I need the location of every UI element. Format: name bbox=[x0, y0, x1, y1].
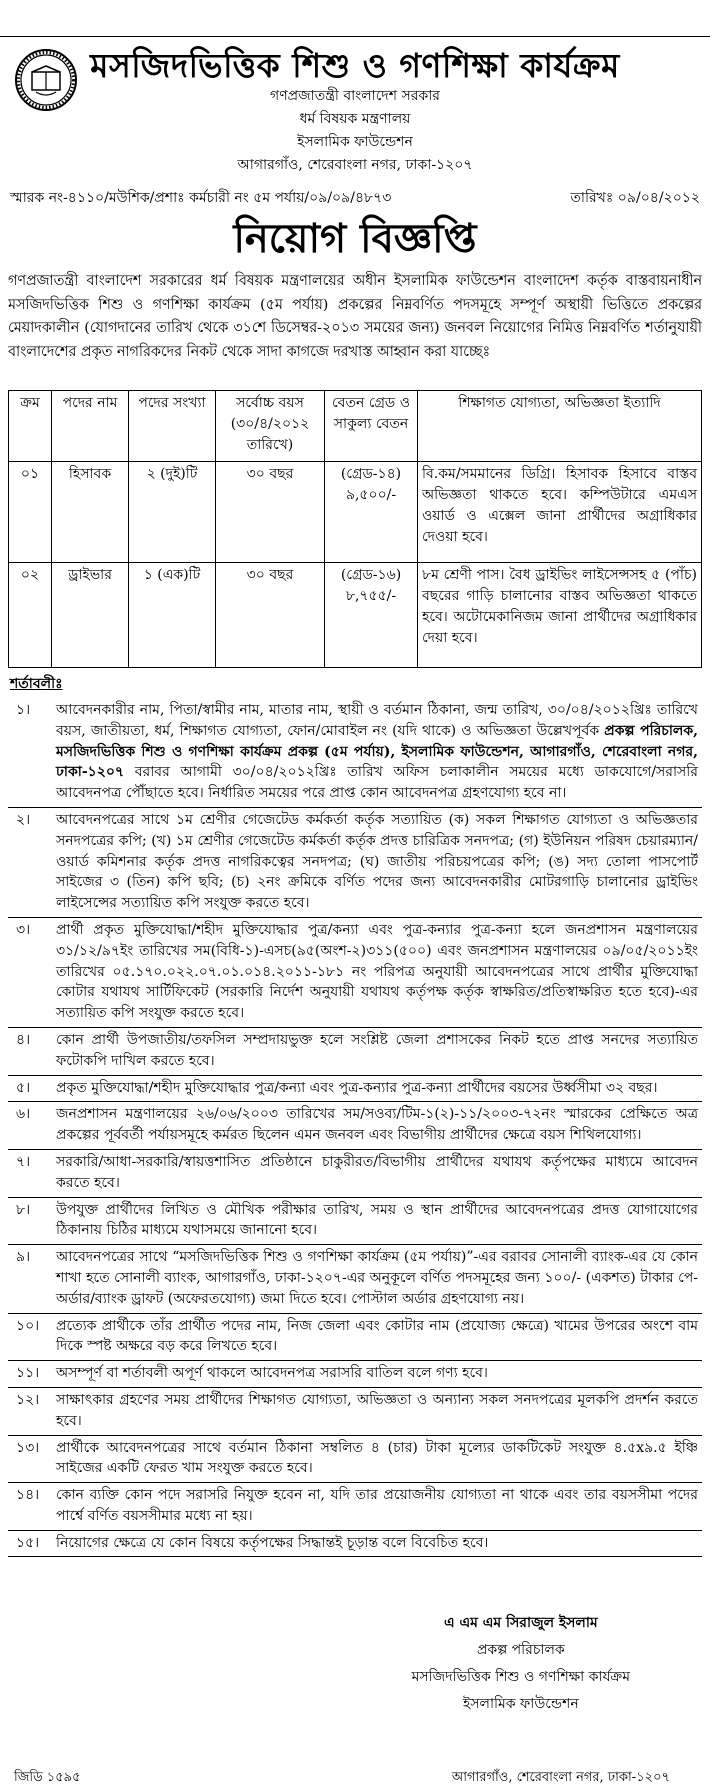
intro-paragraph: গণপ্রজাতন্ত্রী বাংলাদেশ সরকারের ধর্ম বিষয়ক মন্ত্রণালয়ের অধীন ইসলামিক ফাউন্ডেশন বাংলাদেশ কর্তৃক বাস্তবায়নাধীন মসজিদভিত্তিক শিশু ও গণশিক্ষা কার্যক্রম (৫ম পর্যায়) প্রকল্পের নিম্নবর্ণিত পদসমূহে সম্পূর্ণ অস্থায়ী ভিত্তিতে প্রকল্পের মেয়াদকালীন (যোগদানের তারিখ থেকে ৩১শে ডিসেম্বর-২০১৩ সময়ের জন্য) জনবল নিয়োগের নিমিত্ত নিম্নবর্ণিত শর্তানুযায়ী বাংলাদেশের প্রকৃত নাগরিকদের নিকট থেকে সাদা কাগজে দরখাস্ত আহ্বান করা যাচ্ছেঃ bbox=[8, 273, 702, 360]
condition-number: ১০। bbox=[16, 1317, 40, 1334]
program-title: মসজিদভিত্তিক শিশু ও গণশিক্ষা কার্যক্রম bbox=[90, 46, 620, 85]
condition-number: ১। bbox=[16, 702, 31, 718]
condition-item bbox=[8, 1388, 702, 1436]
table-row bbox=[9, 563, 702, 668]
gd-number: জিডি ১৫৯৫ bbox=[14, 1770, 81, 1785]
condition-number: ৫। bbox=[16, 1079, 31, 1096]
condition-text-part: জনপ্রশাসন মন্ত্রণালয়ের ২৬/০৬/২০০৩ তারিখের সম/সওব্য/টিম-১(২)-১১/২০০৩-৭২নং স্মারকের প্রেক্ষিতে অত্র প্রকল্পের পূর্ববর্তী পর্যায়সমূহে কর্মরত ছিলেন এমন জনবল এবং বিভাগীয় প্রার্থীদের ক্ষেত্রে বয়স শিথিলযোগ্য। bbox=[56, 1106, 698, 1144]
condition-number: ১২। bbox=[16, 1391, 40, 1408]
condition-number: ১৫। bbox=[16, 1534, 40, 1551]
condition-text bbox=[56, 1438, 702, 1480]
col-qualification: শিক্ষাগত যোগ্যতা, অভিজ্ঞতা ইত্যাদি bbox=[418, 391, 702, 462]
condition-text bbox=[56, 700, 702, 804]
condition-text bbox=[56, 1533, 702, 1554]
condition-item bbox=[8, 1102, 702, 1150]
row-count: ১ (এক)টি bbox=[129, 563, 216, 668]
condition-text bbox=[56, 810, 702, 914]
top-divider bbox=[0, 36, 710, 37]
row-qualification: বি.কম/সমমানের ডিগ্রি। হিসাবক হিসাবে বাস্তব অভিজ্ঞতা থাকতে হবে। কম্পিউটারে এমএস ওয়ার্ড ও এক্সেল জানা প্রার্থীদের অগ্রাধিকার দেওয়া হবে। bbox=[418, 462, 702, 563]
vacancy-table bbox=[8, 390, 702, 668]
condition-text bbox=[56, 1030, 702, 1072]
notice-date: তারিখঃ ০৯/০৪/২০১২ bbox=[570, 190, 700, 206]
condition-number: ৯। bbox=[16, 1249, 31, 1266]
condition-number: ৮। bbox=[16, 1201, 31, 1218]
condition-text-part: নিয়োগের ক্ষেত্রে যে কোন বিষয়ে কর্তৃপক্ষের সিদ্ধান্তই চূড়ান্ত বলে বিবেচিত হবে। bbox=[56, 1534, 489, 1551]
condition-item bbox=[8, 1361, 702, 1388]
conditions-list bbox=[8, 698, 702, 1557]
col-serial: ক্রম bbox=[9, 391, 52, 462]
memo-number: স্মারক নং-৪১১০/মউশিক/প্রশাঃ কর্মচারী নং ৫ম পর্যায়/০৯/০৯/৪৮৭৩ bbox=[10, 190, 392, 206]
table-row bbox=[9, 462, 702, 563]
address-line: আগারগাঁও, শেরেবাংলা নগর, ঢাকা-১২০৭ bbox=[237, 157, 473, 173]
condition-text bbox=[56, 1152, 702, 1194]
condition-text-part: কোন প্রার্থী উপজাতীয়/তফসিল সম্প্রদায়ভুক্ত হলে সংশ্লিষ্ট জেলা প্রশাসকের নিকট হতে প্রাপ্ত সনদের সত্যায়িত ফটোকপি দাখিল করতে হবে। bbox=[56, 1031, 698, 1069]
condition-item bbox=[8, 1076, 702, 1103]
row-serial: ০১ bbox=[9, 462, 52, 563]
notice-header bbox=[0, 0, 710, 205]
condition-item bbox=[8, 1483, 702, 1531]
signature-block bbox=[412, 1610, 630, 1718]
condition-text bbox=[56, 1390, 702, 1432]
ministry-line: ধর্ম বিষয়ক মন্ত্রণালয় bbox=[299, 111, 411, 127]
condition-number: ১১। bbox=[16, 1365, 40, 1382]
row-age: ৩০ বছর bbox=[216, 462, 325, 563]
condition-item bbox=[8, 1245, 702, 1313]
signatory-org: ইসলামিক ফাউন্ডেশন bbox=[462, 1696, 579, 1712]
row-count: ২ (দুই)টি bbox=[129, 462, 216, 563]
condition-text-emphasis: প্রকল্প পরিচালক, মসজিদভিত্তিক শিশু ও গণশিক্ষা কার্যক্রম প্রকল্প (৫ম পর্যায়), ইসলামিক ফাউন্ডেশন, আগারগাঁও, শেরেবাংলা নগর, ঢাকা-১২০৭ bbox=[56, 722, 698, 781]
condition-item bbox=[8, 1198, 702, 1246]
condition-text-part: প্রকৃত মুক্তিযোদ্ধা/শহীদ মুক্তিযোদ্ধার পুত্র/কন্যা এবং পুত্র-কন্যার পুত্র-কন্যা প্রার্থীদের বয়সের উর্ধ্বসীমা ৩২ বছর। bbox=[56, 1079, 658, 1096]
condition-text-part: অসম্পূর্ণ বা শর্তাবলী অপূর্ণ থাকলে আবেদনপত্র সরাসরি বাতিল বলে গণ্য হবে। bbox=[56, 1365, 488, 1382]
condition-text bbox=[56, 920, 702, 1024]
row-salary bbox=[325, 563, 418, 668]
row-age: ৩০ বছর bbox=[216, 563, 325, 668]
condition-item bbox=[8, 1436, 702, 1484]
condition-number: ১৩। bbox=[16, 1439, 40, 1456]
condition-number: ৬। bbox=[16, 1106, 31, 1123]
condition-text-part: আবেদনকারীর নাম, পিতা/স্বামীর নাম, মাতার নাম, স্থায়ী ও বর্তমান ঠিকানা, জন্ম তারিখ, ৩০/০৪/২০১২খ্রিঃ তারিখে বয়স, জাতীয়তা, ধর্ম, শিক্ষাগত যোগ্যতা, ফোন/মোবাইল নং (যদি থাকে) ও অভিজ্ঞতা উল্লেখপূর্বক bbox=[56, 702, 698, 739]
condition-text-part: উপযুক্ত প্রার্থীদের লিখিত ও মৌখিক পরীক্ষার তারিখ, সময় ও স্থান প্রার্থীদের আবেদনপত্রের প্রদত্ত যোগাযোগের ঠিকানায় চিঠির মাধ্যমে যথাসময়ে জানানো হবে। bbox=[56, 1201, 698, 1239]
condition-item bbox=[8, 808, 702, 918]
row-salary bbox=[325, 462, 418, 563]
row-post: হিসাবক bbox=[52, 462, 129, 563]
govt-line: গণপ্রজাতন্ত্রী বাংলাদেশ সরকার bbox=[270, 88, 440, 104]
condition-number: ৭। bbox=[16, 1153, 31, 1170]
condition-text-part: কোন ব্যক্তি কোন পদে সরাসরি নিযুক্ত হবেন না, যদি তার প্রয়োজনীয় যোগ্যতা না থাকে এবং তার বয়সসীমা পদের পার্শ্বে বর্ণিত বয়সসীমার মধ্যে না হয়। bbox=[56, 1487, 698, 1524]
row-salary-amount: ৮,৭৫৫/- bbox=[345, 588, 397, 604]
notice-title: নিয়োগ বিজ্ঞপ্তি bbox=[233, 216, 477, 262]
footer-address: আগারগাঁও, শেরেবাংলা নগর, ঢাকা-১২০৭ bbox=[451, 1770, 670, 1785]
conditions-title: শর্তাবলীঃ bbox=[10, 676, 63, 692]
condition-text-part: প্রার্থীকে আবেদনপত্রের সাথে বর্তমান ঠিকানা সম্বলিত ৪ (চার) টাকা মূল্যের ডাকটিকেট সংযুক্ত ৪.৫x৯.৫ ইঞ্চি সাইজের একটি ফেরত খাম সংযুক্ত করতে হবে। bbox=[56, 1439, 698, 1477]
condition-item bbox=[8, 698, 702, 808]
row-grade: (গ্রেড-১৪) bbox=[340, 466, 402, 482]
condition-item bbox=[8, 1531, 702, 1558]
signatory-designation: প্রকল্প পরিচালক bbox=[476, 1642, 565, 1658]
condition-text-part: প্রার্থী প্রকৃত মুক্তিযোদ্ধা/শহীদ মুক্তিযোদ্ধার পুত্র/কন্যা এবং পুত্র-কন্যার পুত্র-কন্যা হলে জনপ্রশাসন মন্ত্রণালয়ের ৩১/১২/৯৭ইং তারিখের সম(বিধি-১)-এসচ(৯৫(অংশ-২)৩১১(৫০০) এবং জনপ্রশাসন মন্ত্রণালয়ের ০৯/০৫/২০১১ইং তারিখের ০৫.১৭০.০২২.০৭.০১.০১৪.২০১১-১৮১ নং পরিপত্র অনুযায়ী আবেদনপত্রের সাথে প্রার্থীর মুক্তিযোদ্ধা কোটার যথাযথ সার্টিফিকেট (সরকারি নির্দেশ অনুযায়ী যথাযথ কর্তৃপক্ষ কর্তৃক স্বাক্ষরিত/প্রতিস্বাক্ষরিত হতে হবে)-এর সত্যায়িত কপি সংযুক্ত করতে হবে। bbox=[56, 921, 698, 1022]
condition-text-part: বরাবর আগামী ৩০/০৪/২০১২খ্রিঃ তারিখ অফিস চলাকালীন সময়ের মধ্যে ডাকযোগে/সরাসরি আবেদনপত্র পৌঁছাতে হবে। নির্ধারিত সময়ের পরে প্রাপ্ত কোন আবেদনপত্র গ্রহণযোগ্য হবে না। bbox=[56, 764, 698, 802]
col-salary: বেতন গ্রেড ও সাকুল্য বেতন bbox=[325, 391, 418, 462]
condition-number: ১৪। bbox=[16, 1487, 40, 1504]
condition-text bbox=[56, 1316, 702, 1358]
condition-text bbox=[56, 1078, 702, 1099]
col-post: পদের নাম bbox=[52, 391, 129, 462]
condition-text-part: সাক্ষাৎকার গ্রহণের সময় প্রার্থীদের শিক্ষাগত যোগ্যতা, অভিজ্ঞতা ও অন্যান্য সকল সনদপত্রের মূলকপি প্রদর্শন করতে হবে। bbox=[56, 1391, 698, 1429]
condition-number: ৩। bbox=[16, 921, 31, 938]
condition-text bbox=[56, 1485, 702, 1527]
condition-number: ৪। bbox=[16, 1031, 31, 1048]
condition-text bbox=[56, 1247, 702, 1309]
row-grade: (গ্রেড-১৬) bbox=[340, 567, 402, 583]
condition-item bbox=[8, 1314, 702, 1362]
signatory-name: এ এম এম সিরাজুল ইসলাম bbox=[443, 1615, 598, 1631]
col-count: পদের সংখ্যা bbox=[129, 391, 216, 462]
row-qualification: ৮ম শ্রেণী পাস। বৈধ ড্রাইভিং লাইসেন্সসহ ৫ (পাঁচ) বছরের গাড়ি চালানোর বাস্তব অভিজ্ঞতা থাকতে হবে। অটোমেকানিজম জানা প্রার্থীদের অগ্রাধিকার দেয়া হবে। bbox=[418, 563, 702, 668]
condition-text-part: আবেদনপত্রের সাথে ১ম শ্রেণীর গেজেটেড কর্মকর্তা কর্তৃক সত্যায়িত (ক) সকল শিক্ষাগত যোগ্যতা ও অভিজ্ঞতার সনদপত্রের কপি; (খ) ১ম শ্রেণীর গেজেটেড কর্মকর্তা কর্তৃক প্রদত্ত চারিত্রিক সনদপত্র; (গ) ইউনিয়ন পরিষদ চেয়ারম্যান/ওয়ার্ড কমিশনার কর্তৃক প্রদত্ত নাগরিকত্বের সনদপত্র; (ঘ) জাতীয় পরিচয়পত্রের কপি; (ঙ) সদ্য তোলা পাসপোর্ট সাইজের ৩ (তিন) কপি ছবি; (চ) ২নং ক্রমিকে বর্ণিত পদের জন্য আবেদনকারীর মোটরগাড়ি চালানোর ড্রাইভিং লাইসেন্সের সত্যায়িত কপি সংযুক্ত করতে হবে। bbox=[56, 811, 698, 912]
col-age: সর্বোচ্চ বয়স (৩০/৪/২০১২ তারিখে) bbox=[216, 391, 325, 462]
row-post: ড্রাইভার bbox=[52, 563, 129, 668]
condition-text bbox=[56, 1363, 702, 1384]
foundation-line: ইসলামিক ফাউন্ডেশন bbox=[297, 134, 413, 150]
row-salary-amount: ৯,৫০০/- bbox=[345, 487, 397, 503]
signatory-project: মসজিদভিত্তিক শিশু ও গণশিক্ষা কার্যক্রম bbox=[411, 1669, 630, 1685]
table-header-row bbox=[9, 391, 702, 462]
condition-text-part: সরকারি/আধা-সরকারি/স্বায়ত্তশাসিত প্রতিষ্ঠানে চাকুরীরত/বিভাগীয় প্রার্থীদের যথাযথ কর্তৃপক্ষের মাধ্যমে আবেদন করতে হবে। bbox=[56, 1153, 698, 1191]
condition-item bbox=[8, 1028, 702, 1076]
condition-text-part: প্রত্যেক প্রার্থীকে তাঁর প্রার্থীত পদের নাম, নিজ জেলা এবং কোটার নাম (প্রযোজ্য ক্ষেত্রে) খামের উপরের অংশে বাম দিকে স্পষ্ট অক্ষরে বড় করে লিখতে হবে। bbox=[56, 1317, 698, 1355]
condition-item bbox=[8, 1150, 702, 1198]
row-serial: ০২ bbox=[9, 563, 52, 668]
condition-text bbox=[56, 1104, 702, 1146]
condition-item bbox=[8, 918, 702, 1028]
condition-text bbox=[56, 1200, 702, 1242]
condition-text-part: আবেদনপত্রের সাথে “মসজিদভিত্তিক শিশু ও গণশিক্ষা কার্যক্রম (৫ম পর্যায়)”-এর বরাবর সোনালী ব্যাংক-এর যে কোন শাখা হতে সোনালী ব্যাংক, আগারগাঁও, ঢাকা-১২০৭-এর অনুকূলে বর্ণিত পদসমূহের জন্য ১০০/- (একশত) টাকার পে-অর্ডার/ব্যাংক ড্রাফট (অফেরতযোগ্য) জমা দিতে হবে। পোস্টাল অর্ডার গ্রহণযোগ্য নয়। bbox=[56, 1249, 698, 1307]
condition-number: ২। bbox=[16, 811, 31, 828]
